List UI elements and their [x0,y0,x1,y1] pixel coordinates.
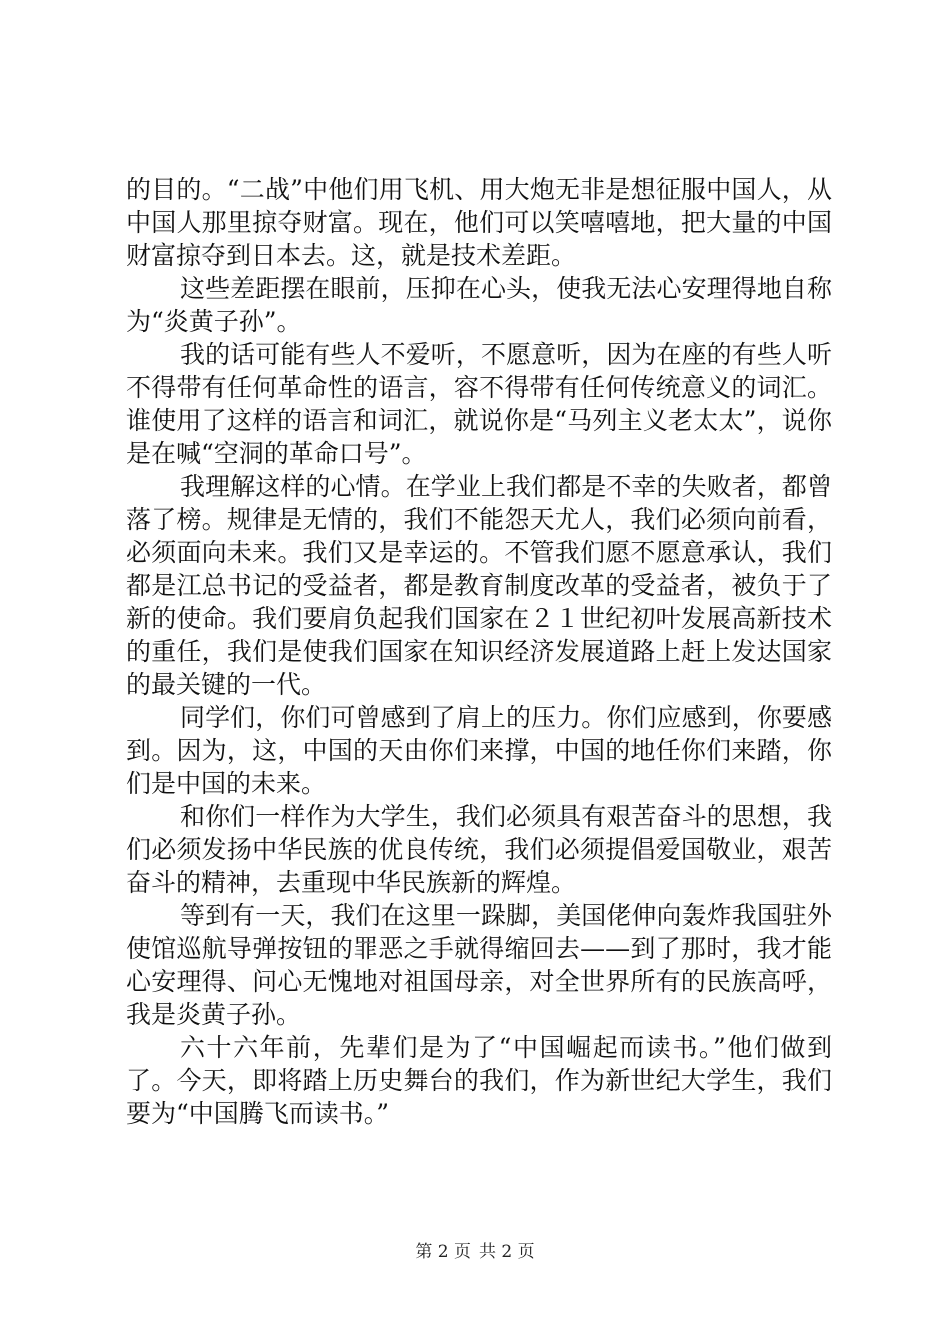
paragraph: 同学们，你们可曾感到了肩上的压力。你们应感到，你要感到。因为，这，中国的天由你们来撑，中国的地任你们来踏，你们是中国的未来。 [126,703,832,798]
page-footer [0,1241,950,1263]
paragraph: 我的话可能有些人不爱听，不愿意听，因为在座的有些人听不得带有任何革命性的语言，容不得带有任何传统意义的词汇。谁使用了这样的语言和词汇，就说你是“马列主义老太太”，说你是在喊“空洞的革命口号”。 [126,340,832,468]
paragraph: 和你们一样作为大学生，我们必须具有艰苦奋斗的思想，我们必须发扬中华民族的优良传统，我们必须提倡爱国敬业，艰苦奋斗的精神，去重现中华民族新的辉煌。 [126,802,832,897]
paragraph: 这些差距摆在眼前，压抑在心头，使我无法心安理得地自称为“炎黄子孙”。 [126,274,832,336]
page-number: 第 2 页 [415,1242,471,1262]
paragraph-continued: 的目的。“二战”中他们用飞机、用大炮无非是想征服中国人，从中国人那里掠夺财富。现在，他们可以笑嘻嘻地，把大量的中国财富掠夺到日本去。这，就是技术差距。 [126,175,832,270]
page-total: 共 2 页 [479,1242,535,1262]
paragraph: 等到有一天，我们在这里一跺脚，美国佬伸向轰炸我国驻外使馆巡航导弹按钮的罪恶之手就得缩回去——到了那时，我才能心安理得、问心无愧地对祖国母亲，对全世界所有的民族高呼，我是炎黄子孙。 [126,901,832,1029]
paragraph: 我理解这样的心情。在学业上我们都是不幸的失败者，都曾落了榜。规律是无情的，我们不能怨天尤人，我们必须向前看，必须面向未来。我们又是幸运的。不管我们愿不愿意承认，我们都是江总书记的受益者，都是教育制度改革的受益者，被负于了新的使命。我们要肩负起我们国家在２１世纪初叶发展高新技术的重任，我们是使我们国家在知识经济发展道路上赶上发达国家的最关键的一代。 [126,472,832,699]
paragraph: 六十六年前，先辈们是为了“中国崛起而读书。”他们做到了。今天，即将踏上历史舞台的我们，作为新世纪大学生，我们要为“中国腾飞而读书。” [126,1033,832,1128]
document-body [126,173,832,1130]
